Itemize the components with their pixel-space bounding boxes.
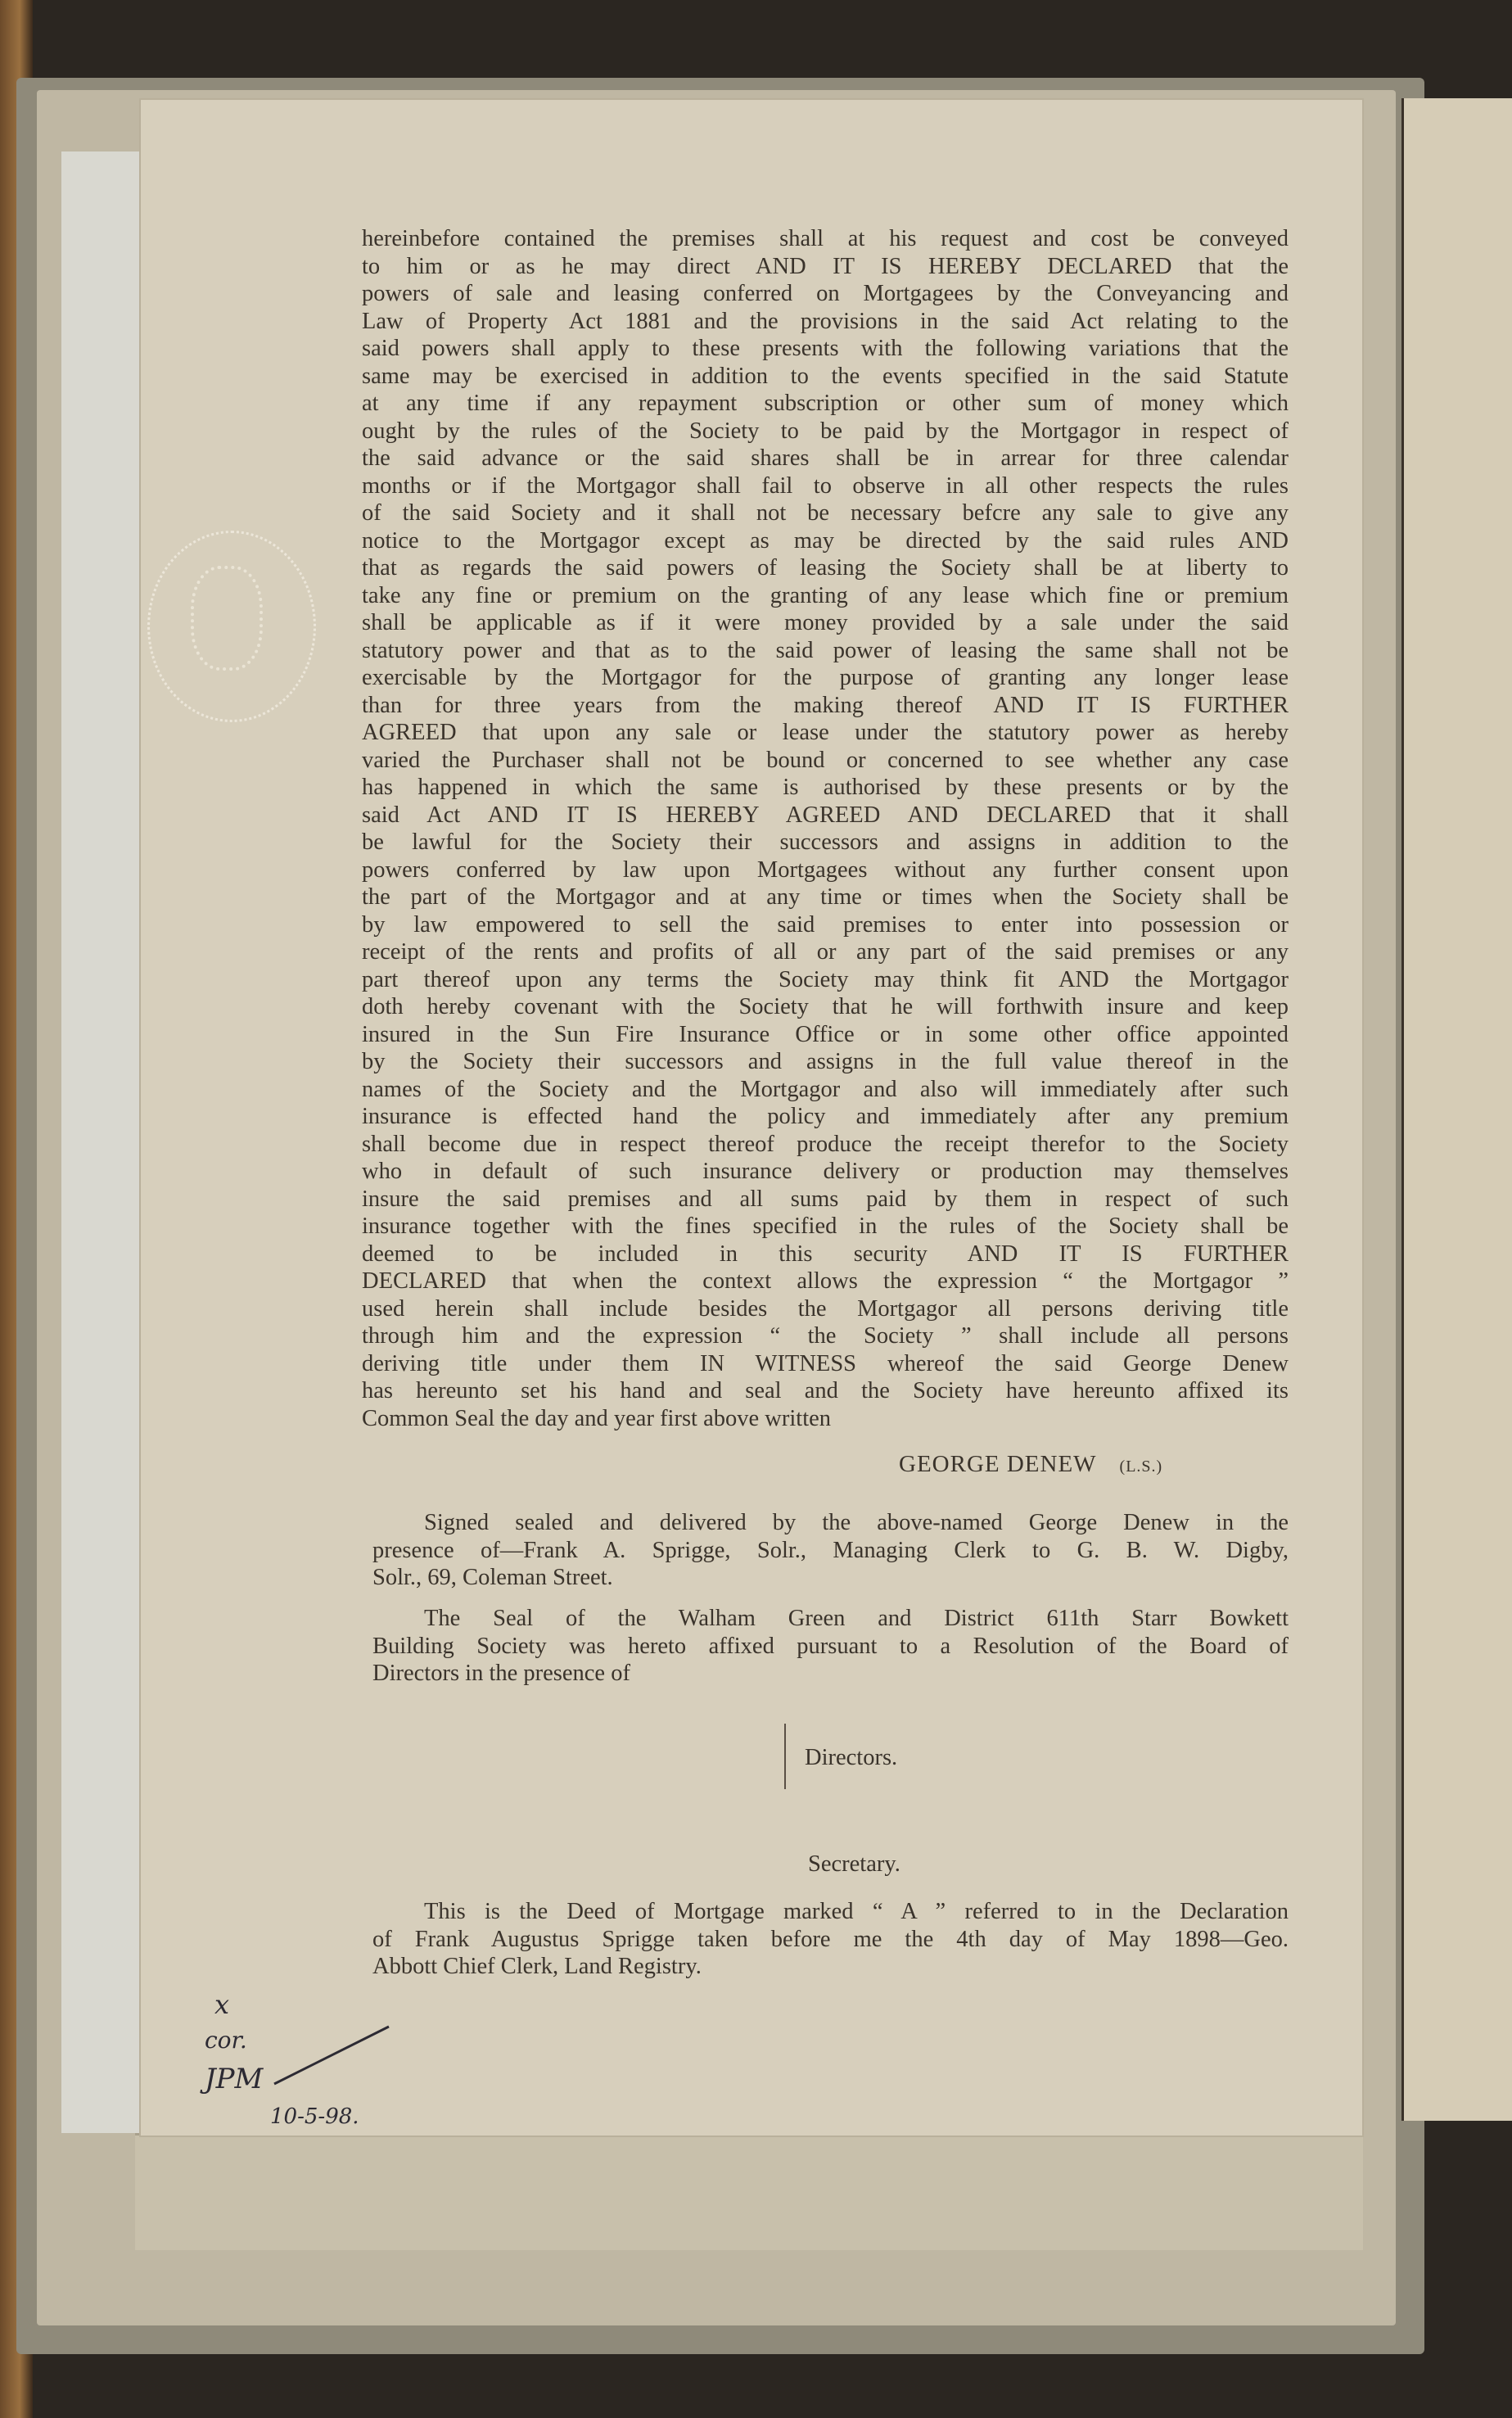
embossed-seal-icon bbox=[147, 531, 316, 722]
text-line: notice to the Mortgagor except as may be directed by the said rules AND bbox=[362, 527, 1289, 554]
text-line: deemed to be included in this security AND IT IS FURTHER bbox=[362, 1241, 1289, 1267]
text-line: the said advance or the said shares shall be in arrear for three calendar bbox=[362, 445, 1289, 471]
facing-page-edge bbox=[1401, 98, 1512, 2121]
text-line: powers of sale and leasing conferred on Mortgagees by the Conveyancing and bbox=[362, 281, 1289, 306]
text-line: insure the said premises and all sums paid by them in respect of such bbox=[362, 1186, 1289, 1212]
text-line: receipt of the rents and profits of all or any part of the said premises or any bbox=[362, 939, 1289, 965]
signature-block bbox=[899, 1451, 1162, 1481]
directors-label: Directors. bbox=[805, 1745, 898, 1770]
text-line: at any time if any repayment subscription or other sum of money which bbox=[362, 391, 1289, 416]
seal-emblem-icon bbox=[191, 566, 263, 671]
handwritten-stroke bbox=[270, 2023, 393, 2088]
text-line: doth hereby covenant with the Society that he will forthwith insure and keep bbox=[362, 994, 1289, 1019]
text-line: of Frank Augustus Sprigge taken before me the 4th day of May 1898—Geo. bbox=[372, 1926, 1289, 1952]
text-line: said powers shall apply to these presents with the following variations that the bbox=[362, 336, 1289, 361]
text-line: hereinbefore contained the premises shall at his request and cost be conveyed bbox=[362, 226, 1289, 251]
text-line: statutory power and that as to the said power of leasing the same shall not be bbox=[362, 637, 1289, 663]
text-line: Common Seal the day and year first above written bbox=[362, 1405, 832, 1431]
text-line: said Act AND IT IS HEREBY AGREED AND DECLARED that it shall bbox=[362, 802, 1289, 828]
text-line: ought by the rules of the Society to be paid by the Mortgagor in respect of bbox=[362, 418, 1289, 444]
text-line: names of the Society and the Mortgagor and also will immediately after such bbox=[362, 1076, 1289, 1102]
text-line: DECLARED that when the context allows the expression “ the Mortgagor ” bbox=[362, 1268, 1289, 1294]
text-line: used herein shall include besides the Mortgagor all persons deriving title bbox=[362, 1295, 1289, 1322]
text-line: varied the Purchaser shall not be bound or concerned to see whether any case bbox=[362, 747, 1289, 773]
text-line: presence of—Frank A. Sprigge, Solr., Managing Clerk to G. B. W. Digby, bbox=[372, 1537, 1289, 1563]
text-line: insurance together with the fines specified in the rules of the Society shall be bbox=[362, 1214, 1289, 1239]
handwritten-cor: cor. bbox=[205, 2027, 247, 2054]
signed-paragraph bbox=[372, 1509, 1289, 1592]
text-line: Signed sealed and delivered by the above-named George Denew in the bbox=[424, 1510, 1289, 1535]
text-line: Law of Property Act 1881 and the provisions in the said Act relating to the bbox=[362, 308, 1289, 334]
text-line: to him or as he may direct AND IT IS HEREBY DECLARED that the bbox=[362, 253, 1289, 279]
deed-body-text bbox=[362, 225, 1289, 1432]
text-line: exercisable by the Mortgagor for the purpose of granting any longer lease bbox=[362, 665, 1289, 690]
text-line: has happened in which the same is authorised by these presents or by the bbox=[362, 775, 1289, 800]
text-line: shall be applicable as if it were money provided by a sale under the said bbox=[362, 610, 1289, 635]
text-line: insurance is effected hand the policy and immediately after any premium bbox=[362, 1104, 1289, 1129]
seal-paragraph bbox=[372, 1605, 1289, 1688]
text-line: The Seal of the Walham Green and District 611th Starr Bowkett bbox=[424, 1606, 1289, 1631]
text-line: Building Society was hereto affixed pursuant to a Resolution of the Board of bbox=[372, 1633, 1289, 1659]
signatory-name: GEORGE DENEW bbox=[899, 1451, 1097, 1477]
text-line: AGREED that upon any sale or lease under the statutory power as hereby bbox=[362, 720, 1289, 745]
handwritten-date: 10-5-98. bbox=[270, 2104, 359, 2129]
text-line: has hereunto set his hand and seal and the Society have hereunto affixed its bbox=[362, 1378, 1289, 1403]
text-line: be lawful for the Society their successors and assigns in addition to the bbox=[362, 829, 1289, 855]
text-line: part thereof upon any terms the Society may think fit AND the Mortgagor bbox=[362, 966, 1289, 992]
text-line: months or if the Mortgagor shall fail to observe in all other respects the rules bbox=[362, 472, 1289, 499]
text-line: than for three years from the making thereof AND IT IS FURTHER bbox=[362, 692, 1289, 718]
secretary-label: Secretary. bbox=[808, 1851, 900, 1877]
declaration-paragraph bbox=[372, 1898, 1289, 1981]
text-line: insured in the Sun Fire Insurance Office or in some other office appointed bbox=[362, 1021, 1289, 1047]
text-line: This is the Deed of Mortgage marked “ A ” referred to in the Declaration bbox=[424, 1899, 1289, 1924]
handwritten-mark: x bbox=[214, 1989, 230, 2020]
text-line: shall become due in respect thereof produce the receipt therefor to the Society bbox=[362, 1131, 1289, 1157]
page-bottom-edge bbox=[135, 2133, 1363, 2250]
text-line: Directors in the presence of bbox=[372, 1661, 630, 1686]
guard-strip bbox=[61, 151, 147, 2133]
text-line: Abbott Chief Clerk, Land Registry. bbox=[372, 1954, 702, 1979]
text-line: through him and the expression “ the Society ” shall include all persons bbox=[362, 1323, 1289, 1349]
text-line: deriving title under them IN WITNESS whereof the said George Denew bbox=[362, 1350, 1289, 1376]
text-line: by law empowered to sell the said premises to enter into possession or bbox=[362, 911, 1289, 938]
handwritten-initials: JPM bbox=[205, 2063, 264, 2095]
text-line: the part of the Mortgagor and at any time or times when the Society shall be bbox=[362, 884, 1289, 910]
text-line: by the Society their successors and assigns in the full value thereof in the bbox=[362, 1049, 1289, 1074]
text-line: that as regards the said powers of leasing the Society shall be at liberty to bbox=[362, 555, 1289, 581]
text-line: of the said Society and it shall not be necessary befcre any sale to give any bbox=[362, 500, 1289, 526]
text-line: same may be exercised in addition to the events specified in the said Statute bbox=[362, 363, 1289, 389]
text-line: take any fine or premium on the granting of any lease which fine or premium bbox=[362, 582, 1289, 608]
directors-brace bbox=[784, 1724, 788, 1789]
text-line: powers conferred by law upon Mortgagees without any further consent upon bbox=[362, 856, 1289, 883]
locus-sigilli: (L.S.) bbox=[1119, 1458, 1163, 1476]
text-line: Solr., 69, Coleman Street. bbox=[372, 1565, 613, 1590]
text-line: who in default of such insurance delivery or production may themselves bbox=[362, 1159, 1289, 1184]
